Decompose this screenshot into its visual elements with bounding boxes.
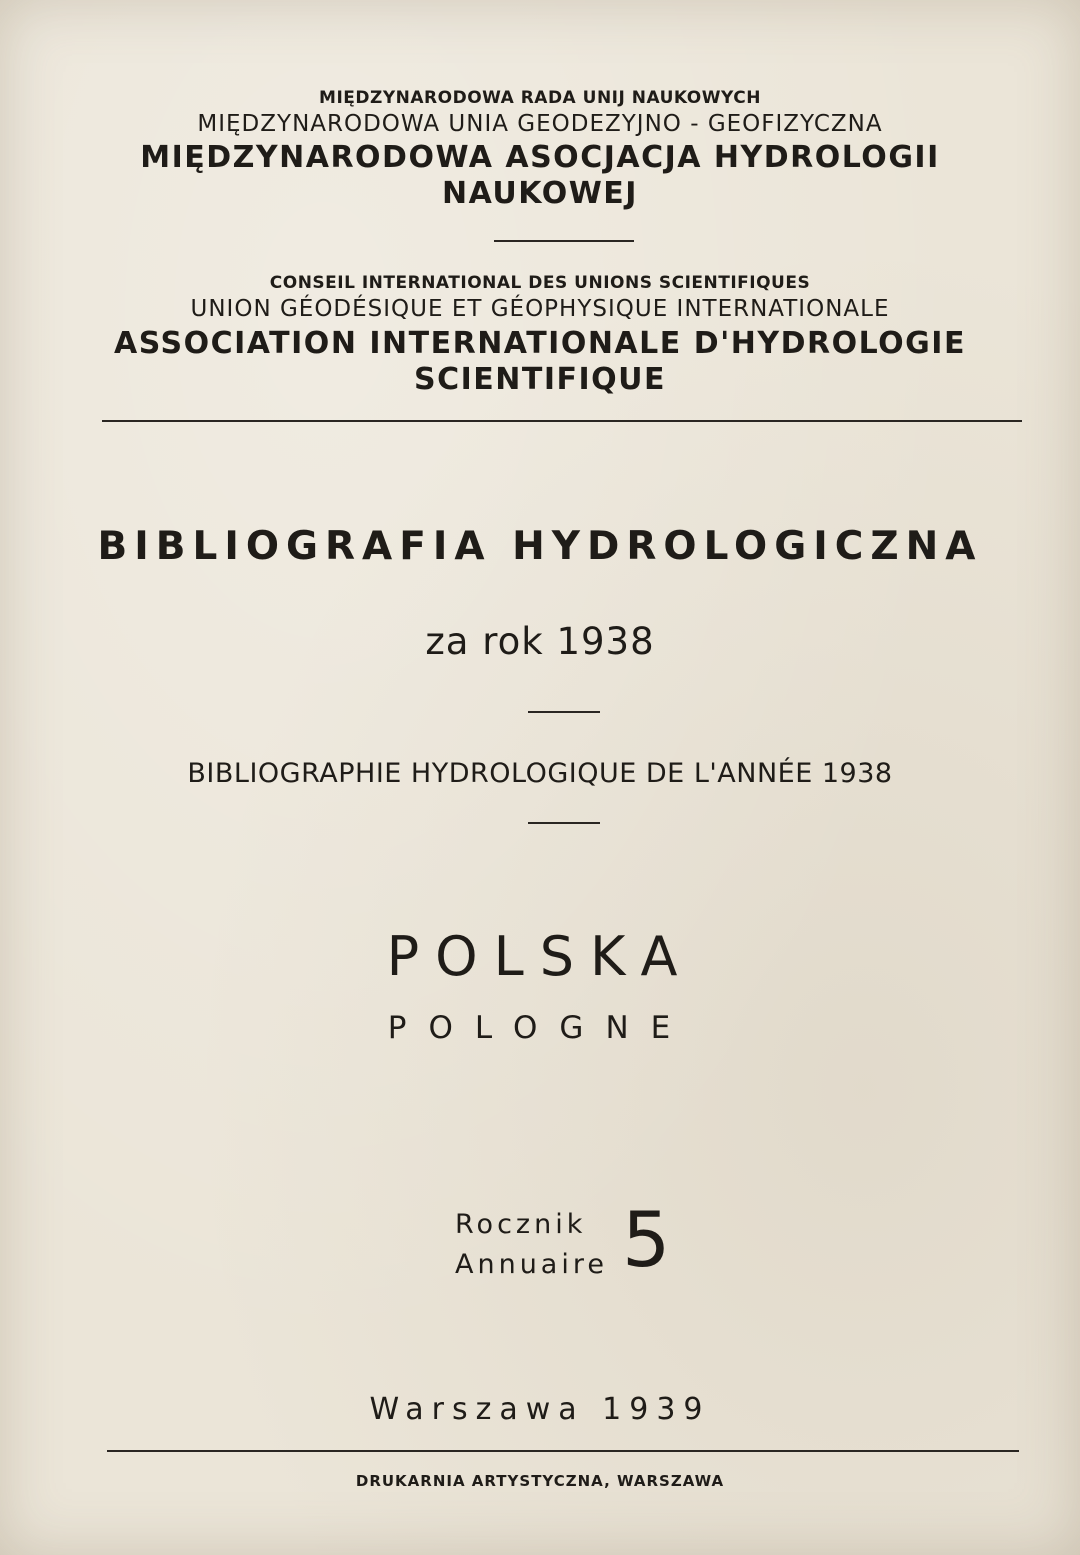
page-title: BIBLIOGRAFIA HYDROLOGICZNA [97,524,983,569]
annual-number: 5 [622,1195,671,1284]
annual-label-french: Annuaire [455,1249,608,1280]
polish-header-line-2: MIĘDZYNARODOWA UNIA GEODEZYJNO - GEOFIZYCZNA [197,111,883,137]
french-header-line-3: ASSOCIATION INTERNATIONALE D'HYDROLOGIE [114,326,966,361]
polish-header-line-3: MIĘDZYNARODOWA ASOCJACJA HYDROLOGII [140,140,940,175]
printer-name: DRUKARNIA ARTYSTYCZNA, WARSZAWA [355,1472,725,1490]
polish-header-line-4: NAUKOWEJ [442,176,638,211]
year-line: za rok 1938 [425,620,655,663]
place-and-year: Warszawa 1939 [369,1392,711,1427]
subtitle-french: BIBLIOGRAPHIE HYDROLOGIQUE DE L'ANNÉE 1938 [187,758,893,789]
full-divider-top [102,420,1022,422]
country-name: POLSKA [386,925,694,988]
short-divider-2 [528,711,600,713]
country-name-french: POLOGNE [387,1010,693,1046]
short-divider-1 [494,240,634,242]
short-divider-3 [528,822,600,824]
polish-header-line-1: MIĘDZYNARODOWA RADA UNIJ NAUKOWYCH [319,88,761,108]
french-header-line-1: CONSEIL INTERNATIONAL DES UNIONS SCIENTIFIQUES [269,273,811,293]
french-header-line-4: SCIENTIFIQUE [413,362,667,397]
french-header-line-2: UNION GÉODÉSIQUE ET GÉOPHYSIQUE INTERNATIONALE [190,296,890,322]
annual-labels [455,1205,608,1285]
annual-label-polish: Rocznik [455,1209,587,1240]
full-divider-bottom [107,1450,1019,1452]
